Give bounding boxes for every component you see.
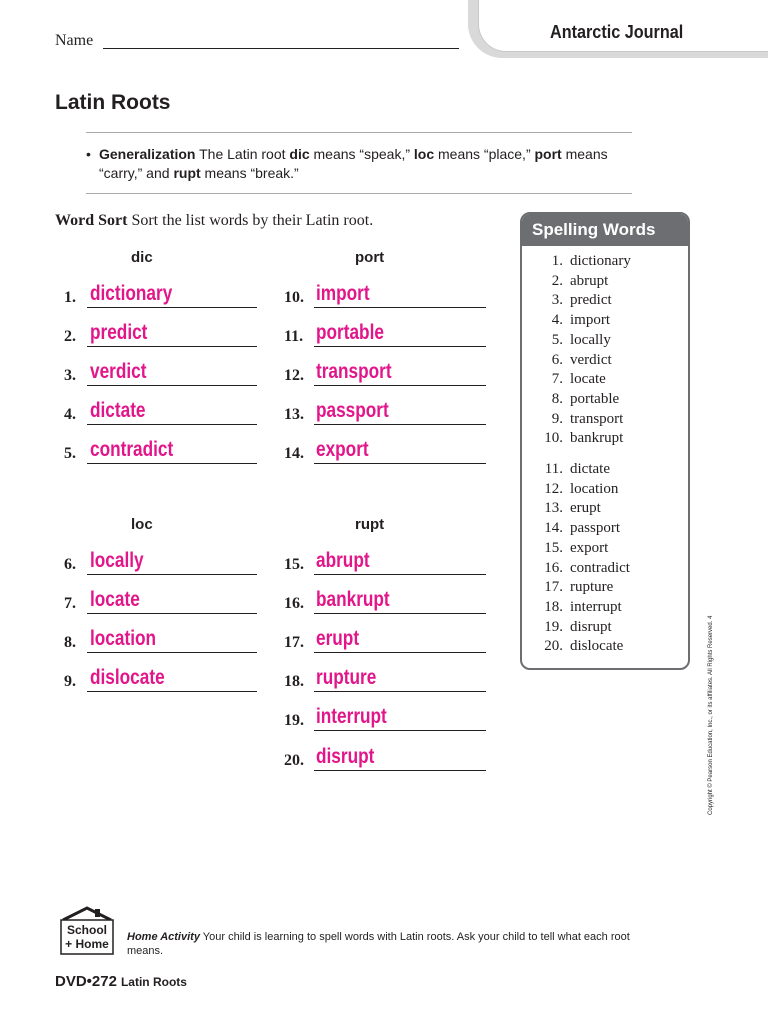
answer-line xyxy=(87,307,257,308)
answer-line xyxy=(314,346,486,347)
answer-text: rupture xyxy=(316,666,377,689)
bottom-divider xyxy=(86,193,632,194)
answer-line xyxy=(87,652,257,653)
list-item xyxy=(534,370,631,390)
word-text: locate xyxy=(570,371,606,388)
word-number: 11. xyxy=(544,461,563,478)
list-item xyxy=(534,272,631,292)
list-item xyxy=(534,480,631,500)
list-item xyxy=(534,539,631,559)
answer-line xyxy=(314,307,486,308)
list-item xyxy=(534,499,631,519)
answer-line xyxy=(87,574,257,575)
word-sort-text: Sort the list words by their Latin root. xyxy=(127,212,374,229)
word-number: 10. xyxy=(544,430,563,447)
answer-text: import xyxy=(316,282,370,305)
answer-text: contradict xyxy=(90,438,174,461)
list-item xyxy=(534,331,631,351)
answer-text: portable xyxy=(316,321,384,344)
item-number: 14. xyxy=(284,445,304,462)
list-item xyxy=(534,311,631,331)
unit-title: Antarctic Journal xyxy=(550,22,684,42)
item-number: 17. xyxy=(284,634,304,651)
answer-line xyxy=(87,613,257,614)
page-title: Latin Roots xyxy=(55,91,171,114)
word-number: 5. xyxy=(551,331,563,348)
gen-text-2: means “speak,” xyxy=(309,146,414,162)
answer-line xyxy=(87,346,257,347)
item-number: 18. xyxy=(284,673,304,690)
answer-text: passport xyxy=(316,399,389,422)
item-number: 1. xyxy=(64,289,76,306)
word-sort-instruction xyxy=(55,212,373,230)
answer-line xyxy=(314,770,486,771)
word-text: passport xyxy=(570,520,620,537)
answer-text: dislocate xyxy=(90,666,165,689)
word-text: disrupt xyxy=(570,618,612,635)
spelling-words-list xyxy=(534,252,631,657)
generalization-label: Generalization xyxy=(99,146,196,162)
word-text: verdict xyxy=(570,351,612,368)
word-text: dictate xyxy=(570,461,610,478)
list-item xyxy=(534,637,631,657)
answer-text: bankrupt xyxy=(316,588,390,611)
word-number: 18. xyxy=(544,598,563,615)
word-number: 1. xyxy=(551,253,563,269)
word-text: import xyxy=(570,312,610,329)
word-number: 7. xyxy=(551,371,563,388)
item-number: 3. xyxy=(64,367,76,384)
word-number: 9. xyxy=(551,410,563,427)
answer-line xyxy=(314,574,486,575)
word-text: erupt xyxy=(570,500,601,517)
answer-text: abrupt xyxy=(316,549,370,572)
list-item xyxy=(534,618,631,638)
list-item xyxy=(534,578,631,598)
item-number: 15. xyxy=(284,556,304,573)
word-number: 3. xyxy=(551,292,563,309)
heading-dic: dic xyxy=(131,249,153,266)
item-number: 2. xyxy=(64,328,76,345)
gen-text-5: means “break.” xyxy=(200,165,299,181)
spelling-words-box xyxy=(520,212,690,670)
word-text: interrupt xyxy=(570,598,622,615)
word-text: rupture xyxy=(570,579,614,596)
heading-rupt: rupt xyxy=(355,516,385,533)
answer-line xyxy=(87,424,257,425)
answer-line xyxy=(87,691,257,692)
root-dic: dic xyxy=(289,146,310,162)
answer-text: erupt xyxy=(316,627,360,650)
answer-line xyxy=(314,613,486,614)
word-number: 12. xyxy=(544,480,563,497)
list-gap xyxy=(534,449,631,460)
answer-text: locally xyxy=(90,549,144,572)
word-number: 16. xyxy=(544,559,563,576)
word-text: dislocate xyxy=(570,638,624,655)
logo-text-bottom: + Home xyxy=(65,937,109,951)
word-number: 4. xyxy=(551,312,563,329)
word-number: 20. xyxy=(544,638,563,655)
word-number: 14. xyxy=(544,520,563,537)
home-activity-label: Home Activity xyxy=(127,931,200,943)
gen-text-3: means “place,” xyxy=(434,146,535,162)
list-item xyxy=(534,559,631,579)
answer-line xyxy=(314,385,486,386)
heading-loc: loc xyxy=(131,516,153,533)
item-number: 19. xyxy=(284,712,304,729)
gen-text-1: The Latin root xyxy=(195,146,290,162)
item-number: 20. xyxy=(284,752,304,769)
word-text: predict xyxy=(570,292,612,309)
word-text: dictionary xyxy=(570,253,631,269)
answer-text: export xyxy=(316,438,369,461)
name-label: Name xyxy=(55,32,94,49)
word-number: 19. xyxy=(544,618,563,635)
item-number: 4. xyxy=(64,406,76,423)
word-text: location xyxy=(570,480,619,497)
copyright-notice: Copyright © Pearson Education, Inc., or its affiliates. All Rights Reserved. 4 xyxy=(708,615,714,815)
answer-line xyxy=(87,385,257,386)
answer-text: location xyxy=(90,627,157,650)
item-number: 6. xyxy=(64,556,76,573)
page-code: DVD•272 xyxy=(55,973,117,990)
list-item xyxy=(534,351,631,371)
page-footer-label: Latin Roots xyxy=(120,975,187,989)
answer-line xyxy=(314,424,486,425)
word-text: contradict xyxy=(570,559,630,576)
word-number: 17. xyxy=(544,579,563,596)
word-text: abrupt xyxy=(570,272,609,289)
list-item xyxy=(534,291,631,311)
word-number: 2. xyxy=(551,272,563,289)
word-text: transport xyxy=(570,410,624,427)
home-activity-text: Your child is learning to spell words with Latin roots. Ask your child to tell what each root means. xyxy=(127,931,630,957)
name-blank xyxy=(103,48,459,49)
item-number: 11. xyxy=(284,328,304,345)
answer-line xyxy=(314,691,486,692)
answer-text: dictate xyxy=(90,399,146,422)
list-item xyxy=(534,429,631,449)
generalization xyxy=(86,145,642,183)
answer-text: dictionary xyxy=(90,282,173,305)
gen-text-4: means “carry,” and xyxy=(99,146,608,181)
list-item xyxy=(534,390,631,410)
logo-text-top: School xyxy=(66,923,108,937)
spelling-words-heading: Spelling Words xyxy=(522,214,688,246)
item-number: 13. xyxy=(284,406,304,423)
bullet: • xyxy=(86,146,91,162)
word-number: 6. xyxy=(551,351,563,368)
answer-text: locate xyxy=(90,588,140,611)
home-activity xyxy=(127,930,667,958)
word-text: export xyxy=(570,539,609,556)
answer-line xyxy=(87,463,257,464)
answer-text: interrupt xyxy=(316,705,387,728)
word-number: 15. xyxy=(544,539,563,556)
item-number: 10. xyxy=(284,289,304,306)
word-sort-label: Word Sort xyxy=(55,212,128,229)
list-item xyxy=(534,519,631,539)
answer-text: predict xyxy=(90,321,148,344)
item-number: 12. xyxy=(284,367,304,384)
item-number: 5. xyxy=(64,445,76,462)
top-divider xyxy=(86,132,632,133)
answer-text: transport xyxy=(316,360,392,383)
word-number: 8. xyxy=(551,390,563,407)
item-number: 8. xyxy=(64,634,76,651)
school-home-logo xyxy=(55,906,119,956)
page-footer xyxy=(55,973,187,990)
word-text: bankrupt xyxy=(570,430,624,447)
list-item xyxy=(534,460,631,480)
list-item xyxy=(534,252,631,272)
list-item xyxy=(534,598,631,618)
word-text: locally xyxy=(570,331,611,348)
root-rupt: rupt xyxy=(173,165,201,181)
list-item xyxy=(534,410,631,430)
heading-port: port xyxy=(355,249,385,266)
item-number: 7. xyxy=(64,595,76,612)
answer-line xyxy=(314,463,486,464)
word-number: 13. xyxy=(544,500,563,517)
answer-text: verdict xyxy=(90,360,147,383)
word-text: portable xyxy=(570,390,620,407)
item-number: 16. xyxy=(284,595,304,612)
answer-text: disrupt xyxy=(316,745,375,768)
root-port: port xyxy=(534,146,562,162)
answer-line xyxy=(314,652,486,653)
item-number: 9. xyxy=(64,673,76,690)
root-loc: loc xyxy=(413,146,435,162)
answer-line xyxy=(314,730,486,731)
